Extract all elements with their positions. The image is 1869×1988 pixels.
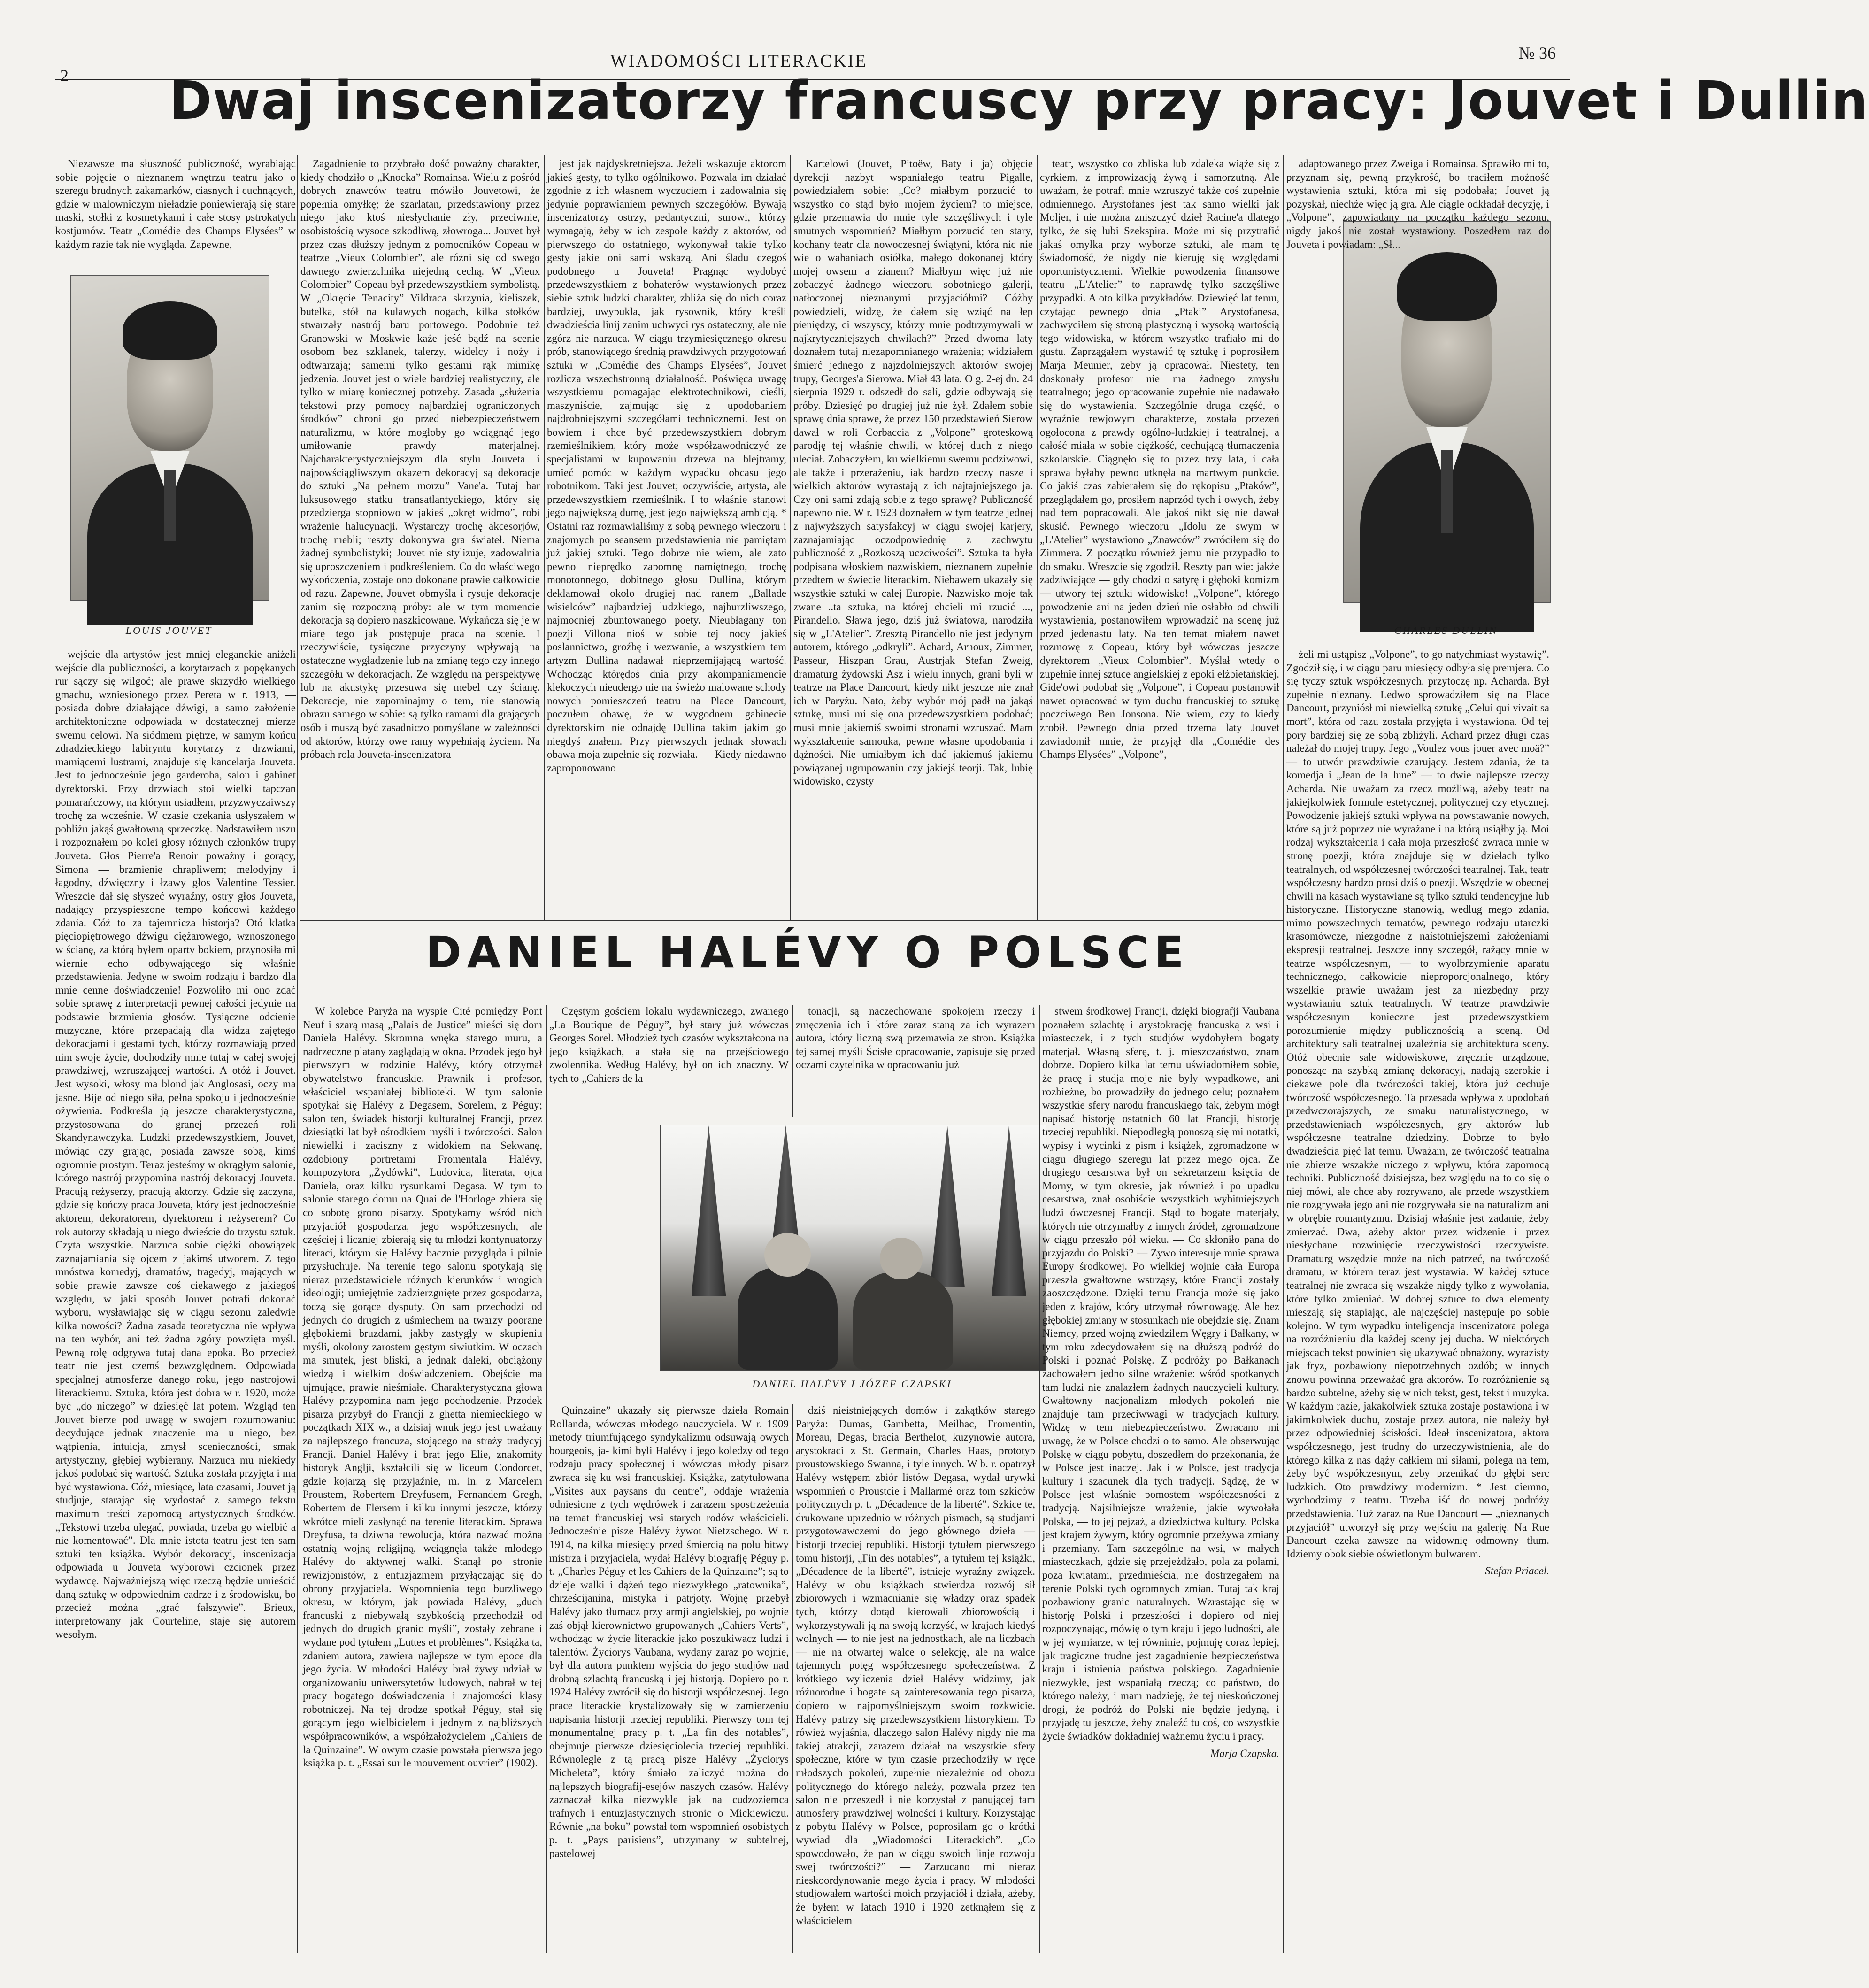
article2-column-2 [549,1404,789,1953]
charles-dullin-photo [1343,221,1551,603]
article2-column-1 [303,1005,542,1953]
article2-headline: DANIEL HALÉVY O POLSCE [425,927,1190,978]
article1-signature: Stefan Priacel. [1485,1565,1549,1577]
article1-column-5 [1040,157,1279,918]
article1-headline: Dwaj inscenizatorzy francuscy przy pracy: Jouvet i Dullin [169,70,1869,131]
article1-column-6-top [1286,157,1549,250]
article1-column-2 [300,157,540,918]
article1-column1-opening-line: Niezawsze ma słuszność publiczność, wyrabiając sobie pojęcie o nieznanem wnętrzu teatru jako o szeregu brudnych zakamarków, ciasnych i cuchnących, gdzie w malowniczym nieładzie poniewierają się stare maski, stołki z kosmetykami i całe stosy pstrokatych kostjumów. Teatr „Comédie des Champs Elysées” w każdym razie tak nie wygląda. Zapewne, [55,158,296,250]
louis-jouvet-photo [70,275,269,601]
publication-title: WIADOMOŚCI LITERACKIE [610,51,868,71]
article1-column5-text: teatr, wszystko co zbliska lub zdaleka wiąże się z cyrkiem, z improwizacją żywą i samorzutną. Ale uważam, że potrafi mnie wzruszyć także coś zupełnie odmiennego. Arystofanes jest tak samo wielki jak Moljer, i nie można zniszczyć dzieł Racine'a dlatego tylko, że się lubi Szekspira. Może mi się przytrafić jakaś omyłka przy wyborze sztuki, ale mam tę świadomość, że nigdy nie kieruję się względami oportunistycznemi. Wielkie powodzenia finansowe teatru „L'Atelier” to naprawdę tylko szczęśliwe przypadki. A oto kilka przykładów. Dziewięć lat temu, czytając pewnego dnia „Ptaki” Arystofanesa, zachwyciłem się stroną plastyczną i wysoką wartością tego widowiska, w którem wszystko trafiało mi do gustu. Zaprzągałem wystawić tę sztukę i poprosiłem Marja Meunier, żeby ją opracował. Niestety, ten doskonały profesor nie ma żadnego zmysłu teatralnego; jego opracowanie zupełnie nie nadawało się do wystawienia. Szczególnie druga część, o wyraźnie rewjowym charakterze, została przezeń ogołocona z prawdy ogólno-ludzkiej i teatralnej, a całość miała w sobie ciężkość, cechującą tłumaczenia szkolarskie. Ciągnęło się to przez trzy lata, i cała sprawa byłaby pewno utknęła na martwym punkcie. Co jakiś czas zabierałem się do rękopisu „Ptaków”, przeglądałem go, prosiłem naprzód tych i owych, żeby nad tem popracowali. Ale jakoś nikt się nie dawał skusić. Pewnego wieczoru „Idolu ze swym w „L'Atelier” wystawiono „Znawców” zwróciłem się do Zimmera. Z początku również jemu nie przypadło to do smaku. Wreszcie się zgodził. Reszty pan wie: jakże zadziwiające — gdy chodzi o satyrę i głęboki komizm — utwory tej sztuki widowisko! „Volpone”, którego powodzenie ani na jeden dzień nie osłabło od chwili wystawienia, postanowiłem wprowadzić na scenę już przed jedenastu laty. Na ten temat miałem nawet rozmowę z Copeau, który był wówczas jeszcze dyrektorem „Vieux Colombier”. Myślał wtedy o zupełnie innej sztuce angielskiej z epoki elżbietańskiej. Gide'owi podobał się „Volpone”, i Copeau postanowił nawet opracować w tym duchu francuskiej to sztukę poczciwego Ben Jonsona. Nie wiem, czy to kiedy zrobił. Pewnego dnia przed trzema laty Jouvet zawiadomił mnie, że przyjął dla „Comédie des Champs Elysées” „Volpone”, [1040,158,1279,761]
louis-jouvet-caption: LOUIS JOUVET [125,624,213,636]
article2-column1-text: W kolebce Paryża na wyspie Cité pomiędzy Pont Neuf i szarą masą „Palais de Justice” mieści się dom Daniela Halévy. Skromna wnęka starego muru, a nadrzeczne platany zaglądają w okna. Przodek jego był pierwszym w rodzinie Halévy, który otrzymał obywatelstwo francuskie. Prawnik i profesor, właściciel wspaniałej biblioteki. W tym salonie spotykał się Halévy z Degasem, Sorelem, z Péguy; salon ten, świadek historji kulturalnej Francji, przez dziesiątki lat był ośrodkiem myśli i twórczości. Salon niewielki i zaciszny z widokiem na Sekwanę, ozdobiony portretami Fromentala Halévy, kompozytora „Żydówki”, Ludovica, literata, ojca Daniela, oraz kilku rysunkami Degasa. W tym to salonie starego domu na Quai de l'Horloge zbiera się co sobotę grono pisarzy. Spotykamy wśród nich przyjaciół gospodarza, jego współczesnych, ale częściej i liczniej zbierają się tu młodzi kontynuatorzy literaci, którym się Halévy bacznie przygląda i pilnie przysłuchuje. Na terenie tego salonu spotykają się nieraz przedstawiciele różnych kierunków i wrogich ideologji; umiejętnie zadzierzgnięte przez gospodarza, toczą się gorące dysputy. On sam przechodzi od jednych do drugich z uśmiechem na twarzy poorane głębokiemi bruzdami, jakby zastygły w skupieniu myśli, okolony zarostem gęstym siwiutkim. W oczach ma smutek, jest bliski, a jednak daleki, obciążony wiedzą i wielkim doświadczeniem. Obejście ma ujmujące, prawie nieśmiałe. Charakterystyczna głowa Halévy przypomina nam jego pochodzenie. Przodek pisarza przybył do Francji z ghetta niemieckiego w początkach XIX w., a dzisiaj wnuk jego jest uważany za najlepszego francuza, stojącego na straży tradycyj Francji. Daniel Halévy i brat jego Elie, znakomity historyk Anglji, kształcili się w liceum Condorcet, gdzie kojarzą się przyjaźnie, m. in. z Marcelem Proustem, Robertem Dreyfusem, Fernandem Gregh, Robertem de Flersem i kilku innymi jeszcze, którzy wkrótce mieli zasłynąć na terenie literackim. Sprawa Dreyfusa, ta dziwna rewolucja, która nazwać można ostatnią wojną religijną, wciągnęła także młodego Halévy do aktywnej walki. Stanął po stronie rewizjonistów, z entuzjazmem przyłączając się do obrony przyjaciela. Wspomnienia tego burzliwego okresu, w którym, jak powiada Halévy, „duch francuski z niebywałą szybkością przechodził od jednych do drugich granic myśli”, zostały zebrane i wydane pod tytułem „Luttes et problèmes”. Książka ta, zdaniem autora, zawiera najlepsze w tym epoce dla jego życia. W młodości Halévy brał żywy udział w organizowaniu uniwersytetów ludowych, nabrał w tej pracy bogatego doświadczenia i znajomości klasy robotniczej. Na tej drodze spotkał Péguy, stał się gorącym jego wielbicielem i jednym z najbliższych współpracowników, a współzałożycielem „Cahiers de la Quinzaine”. W owym czasie powstała pierwsza jego książka p. t. „Essai sur le mouvement ouvrier” (1902). [303,1005,542,1769]
article1-column-6 [1286,648,1549,1949]
charles-dullin-caption: CHARLES DULLIN [1394,624,1498,636]
article2-column4-text: stwem środkowej Francji, dzięki biografji Vaubana poznałem szlachtę i arystokrację francuską z wsi i miasteczek, i z tych studjów wydobyłem bogaty materjał. Własną sferę, t. j. mieszczaństwo, znam dobrze. Dopiero kilka lat temu uświadomiłem sobie, że pracę i studja moje nie były wypadkowe, ani rozbieżne, bo prowadziły do jednego celu; poznałem wszystkie sfery narodu francuskiego tak, żebym mógł napisać historję ostatnich 60 lat Francji, historję trzeciej republiki. Niepodległą ponoszą się mi notatki, wypisy i wycinki z pism i książek, zgromadzone w ciągu długiego szeregu lat przez mego ojca. Ze drugiego cesarstwa był on sekretarzem księcia de Morny, w tym okresie, jak również i po upadku cesarstwa, znał osobiście wszystkich wybitniejszych ludzi ówczesnej Francji. Stąd to bogate materjały, których nie otrzymałby z innych źródeł, zgromadzone w ciągu przeszło pół wieku. — Co skłoniło pana do przyjazdu do Polski? — Żywo interesuje mnie sprawa Europy środkowej. Po wielkiej wojnie cała Europa przeszła gwałtowne wstrząsy, które Francji zostały zaoszczędzone. Dzięki temu Francja może się jako jeden z krajów, który utrzymał równowagę. Ale bez głębokiej zmiany w stosunkach nie obejdzie się. Znam Niemcy, przed wojną zwiedziłem Węgry i Bałkany, w tym roku zdecydowałem się na dłuższą podróż do Polski i poznać Polskę. Z podróży po Bałkanach zachowałem jedno silne wrażenie: wśród spotkanych tam ludzi nie znalazłem żadnych nauczycieli kultury. Gwałtowny nacjonalizm młodych pokoleń nie znajduje tam przeciwwagi w tradycjach kultury. Widzę w tem niebezpieczeństwo. Zwracano mi uwagę, że w Polsce chodzi o to samo. Ale obserwując Polskę w ciągu pobytu, doszedłem do przekonania, że w Polsce jest inaczej. Jak i w Polsce, jest tradycja kultury i szacunek dla tych tradycji. Sądzę, że w Polsce jest właśnie pomostem współczesności z tradycją. Najsilniejsze wrażenie, jakie wywołała Polska, — to jej pejzaż, a dziedzictwa kultury. Polska jest krajem żywym, który ogromnie przeżywa zmiany i przemiany. Tam szczególnie na wsi, w małych miasteczkach, gdzie się przejeżdżało, pola za polami, poza kwiatami, przedmieścia, nie dostrzegałem na terenie Polski tych ogromnych zmian. Tutaj tak kraj pozbawiony granic naturalnych. Wzrastając się w historję Polski i przeszłości i dopiero od niej rozpoczynając, mówię o tym kraju i jego ludności, ale w jej wymiarze, w tej równinie, pojmuję coraz lepiej, jak tragiczne trudne jest zagadnienie bezpieczeństwa kraju i istnienia państwa polskiego. Zagadnienie niezwykłe, jest wspaniałą rzeczą; co państwo, do którego należy, i mam nadzieję, że tej nieskończonej drogi, że podróż do Polski nie będzie jedyną, i przyjadę tu jeszcze, żeby znaleźć tu coś, co wszystkie życie świadków dokładniej ważnemu życiu i pracy. [1042,1005,1279,1742]
article1-column-3 [547,157,786,918]
divider [792,1404,793,1953]
article1-column6-text: żeli mi ustąpisz „Volpone”, to go natychmiast wystawię”. Zgodził się, i w ciągu paru miesięcy odbyła się premjera. Co się tyczy sztuk współczesnych, przytoczę np. Acharda. Był zupełnie nieznany. Ledwo sprowadziłem się na Place Dancourt, przyniósł mi niewielką sztukę „Celui qui vivait sa mort”, która od razu została przyjęta i wystawiona. Od tej pory bardziej się ze sobą zbliżyli. Achard przez długi czas należał do mojej trupy. Jego „Voulez vous jouer avec moä?” — to utwór prawdziwie czarujący. Jestem zdania, że ta komedja i „Jean de la lune” — to dwie najlepsze rzeczy Acharda. Nie uważam za rzecz możliwą, ażeby teatr na jakiejkolwiek formule estetycznej, politycznej czy etycznej. Powodzenie jakiejś sztuki wpływa na powstawanie nowych, które są już poprzez nie wyrażane i na którą usiąłby ją. Moi rodzaj wykształcenia i cała moja przeszłość zwraca mnie w stronę poezji, która znajduje się w dziełach tylko teatralnych, od współczesnej twórczości teatralnej. Tak, teatr współczesny bardzo prosi dziś o poezji. Wszędzie w obecnej chwili na kasach wystawiane są tylko sztuki tendencyjne lub historyczne. Historyczne stanowią, według mego zdania, mimo powszechnych tematów, pewnego rodzaju utarczki krasomówcze, niezgodne z naistotniejszemi założeniami ekspresji teatralnej. Jeszcze inny szczegół, rażący mnie w teatrze współczesnym, — to wyolbrzymienie aparatu technicznego, całkowicie nieproporcjonalnego, który wszelkie prawie uważam jest za niezbędny przy wystawianiu sztuk teatralnych. W teatrze prawdziwie współczesnym konieczne jest przedewszystkiem porozumienie między publicznością a sceną. Od architektury sali teatralnej uzależnia się architektura sceny. Otóż obecnie sale widowiskowe, zręcznie urządzone, ponosząc na szybką zmianę dekoracyj, nadają szerokie i ciekawe pole dla twórczości takiej, która już cechuje twórczość współczesnego. Ta przesada wpływa z upodobań przedwczorajszych, ze smaku naturalistycznego, w przedstawieniach współczesnych, gry aktorów lub współczesne teatralne dziedziny. Dobrze to było dwadzieścia pięć lat temu. Uważam, że twórczość teatralna nie zbierze wszakże niczego z wpływu, która zapomocą techniki. Publiczność dzisiejsza, bez względu na to co się o niej mówi, ale chce aby rozrywano, ale przede wszystkiem nie rozgrywała jego ani nie rozgrywała się na naturalizm ani w obrębie romantyzmu. Dzisiaj właśnie jest zadanie, żeby zmierzać. Dwa, ażeby aktor przez widzenie i przez niesłychane rozwinięcie rzeczywistości rzeczywiste. Dramaturg wszędzie może na nich patrzeć, na twórczość dramatu, w którem teraz jest wystawia. W każdej sztuce teatralnej nie zwraca się wszakże nigdy tylko z wywołania, które tylko zmieniać. W dobrej sztuce to dwa elementy mieszają się stapiając, ale najczęściej następuje po sobie kolejno. W tym wypadku inteligencja inscenizatora polega na rozróżnieniu dla każdej sceny jej ducha. W niektórych miejscach tekst powinien się ukazywać obnażony, wyrazisty jak fryz, pozbawiony niepotrzebnych ozdób; w innych znowu powinna przeważać gra aktorów. To rozróżnienie są bardzo subtelne, ażeby się w nich tekst, gest, tekst i muzyka. W każdym razie, jakakolwiek sztuka zostaje postawiona i w jakimkolwiek duchu, zostaje przez autora, nie należy był przez odpowiedniej ścisłości. Ideał inscenizatora, aktora współczesnego, jest trudny do urzeczywistnienia, ale do którego kilka z nas dąży całkiem mi siłami, polega na tem, żeby być współczesnym, zeby przenikać do głębi serc ludzkich. Oto prawdziwy modernizm. * Jest ciemno, wychodzimy z teatru. Trzeba iść do nowej podróży przedstawienia. Tuż zaraz na Rue Dancourt — „nieznanych przyjaciół” utworzył się przy wejściu na galerję. Na Rue Dancourt czeka zawsze na widownię odmowny tłum. Idziemy obok siebie oświetlonym bulwarem. [1286,648,1549,1560]
article2-column-3 [796,1404,1035,1953]
article2-column3-top-text: tonacji, są naczechowane spokojem rzeczy i zmęczenia ich i które zaraz staną za ich wyrazem autora, który liczną swą przemawia ze stron. Książka tej samej myśli Ścisłe opracowanie, zapisuje się przed oczami czytelnika w opracowaniu już [796,1005,1035,1071]
divider [546,1005,547,1953]
article1-column6-top-text: adaptowanego przez Zweiga i Romainsa. Sprawiło mi to, przyznam się, pewną przykrość, bo traciłem możność wystawienia sztuki, która mi się podobała; Jouvet ją pozyskał, niechże więc ją gra. Ale ciągle odkładał decyzję, i „Volpone”, zapowiadany na początku każdego sezonu, nigdy jakoś nie został wystawiony. Poszedłem raz do Jouveta i powiadam: „Sł... [1286,158,1549,250]
article1-column1-lower-text: wejście dla artystów jest mniej eleganckie aniżeli wejście dla publiczności, a korytarzach z popękanych rur sączy się wilgoć; ale prawe skrzydło wielkiego gmachu, wzniesionego przez Pereta w r. 1913, — posiada dobre działające dźwigi, a samo założenie architektoniczne odpowiada w dostatecznej mierze swemu celowi. Na siódmem piętrze, w samym końcu zdradzieckiego labiryntu korytarzy z drzwiami, mamiącemi lustrami, znajduje się kancelarja Jouveta. Jest to jednocześnie jego garderoba, salon i gabinet dyrektorski. Przy drzwiach stoi wielki tapczan pomarańczowy, na którym usiadłem, przyzwyczaiwszy trochę za wcześnie. W czasie czekania usłyszałem w pobliżu jakąś gwałtowną sprzeczkę. Nadstawiłem uszu i rozpoznałem po kolei głosy różnych członków trupy Jouveta. Głos Pierre'a Renoir poważny i gorący, Simona — brzmienie chrapliwem; melodyjny i łagodny, dźwięczny i łzawy głos Valentine Tessier. Wreszcie dał się słyszeć wyraźny, ostry głos Jouveta, nadający przyspieszone tempo końcowi każdego zdania. Cóż to za tajemnicza historja? Otó klatka pięciopiętrowego dźwigu ciężarowego, wznoszonego w ścianę, za którą byłem oparty bokiem, przynosiła mi wiernie echo odbywającego się właśnie przedstawienia. Jedyne w swoim rodzaju i bardzo dla mnie cenne doświadczenie! Pozwoliło mi ono zdać sobie sprawę z interpretacji pewnej całości jedynie na podstawie brzmienia głosów. Tysiączne odcienie muzyczne, które przepadają dla widza zajętego dekoracjami i gestami tych, którzy rozmawiają przed nim swoje życie, dochodziły mnie tutaj w całej swojej prawdziwej, wzruszającej wartości. A otóż i Jouvet. Jest wysoki, włosy ma blond jak Anglosasi, oczy ma jasne. Bije od niego siła, pełna spokoju i jednocześnie ożywienia. Podkreśla ją jeszcze charakterystyczna, przystosowana do granej przezeń roli Skandynawczyka. Ludzki przedewszystkiem, Jouvet, mówiąc czy grając, posiada zawsze sobą, kimś ogromnie prostym. Teraz jesteśmy w okrągłym salonie, którego nastrój przypomina nastrój dekoracyj Jouveta. Pracują reżyserzy, pracują aktorzy. Gdzie się zaczyna, gdzie się kończy praca Jouveta, który jest jednocześnie aktorem, dekoratorem, dyrektorem i reżyserem? Co rok autorzy składają u niego dwieście do trzystu sztuk. Czyta wszystkie. Narzuca sobie ciężki obowiązek zaznajamiania się ojcem z jakimś utworem. Z tego mnóstwa komedyj, dramatów, tragedyj, mających w sobie prawie zawsze coś ciekawego z jakiegoś względu, w jaki sposób Jouvet potrafi dokonać wyboru, wysławiając się w ciągu sezonu zaledwie kilka nowości? Żadna zasada teoretyczna nie wpływa na ten wybór, ani też żadna zgóry powzięta myśl. Pewną rolę odgrywa tutaj dana epoka. Bo przecież teatr nie jest czemś bezwzględnem. Odpowiada specjalnej atmosferze danego roku, jego nastrojowi literackiemu. Sztuka, która jest dobra w r. 1920, może być „do niczego” w dziesięć lat potem. Wzgląd ten Jouvet bierze pod uwagę w swojem rozumowaniu: decydujące jednak znaczenie ma u niego, bez wątpienia, intuicja, zmysł scenieczności, smak artystyczny, głębiej wybierany. Narzuca mu niekiedy jakoś podobać się wartość. Sztuka została przyjęta i ma być wystawiona. Cóż, miesiące, lata czasami, Jouvet ją studjuje, starając się wydostać z samego tekstu maximum treści zapomocą artystycznych środków. „Tekstowi trzeba ulegać, powiada, trzeba go wielbić a nie komentować”. Dla mnie istota teatru jest ten sam sztuki ten książka. Wybór dekoracyj, inscenizacja odpowiada u Jouveta wyborowi czcionek przez wydawcę. Najważniejszą więc rzeczą będzie umieścić daną sztukę w odpowiednim cadrze i z środowisku, bo przecież można „grać fałszywie”. Brieux, interpretowany jak Courteline, staje się autorem wesołym. [55,648,296,1641]
halevy-czapski-photo [660,1125,1046,1371]
article2-column-3-top [796,1005,1035,1117]
article2-column-4 [1042,1005,1279,1953]
article1-column1-opening-paragraph [55,157,296,270]
article1-column4-text: Kartelowi (Jouvet, Pitoëw, Baty i ja) objęcie dyrekcji nazbyt wspaniałego teatru Pigalle, powiedziałem sobie: „Co? miałbym porzucić to wszystko co stąd było mojem życiem? to miejsce, gdzie przemawia do mnie tyle szczęśliwych i tyle smutnych wspomnień? Miałbym porzucić ten stary, kochany teatr dla nowoczesnej świątyni, która nic nie wie o wahaniach osiółka, małego dokonanej który mojej owsem a zianem? Miałbym więc już nie zobaczyć żadnego wieczoru sobotniego galerji, natłoczonej nieznanymi przyjaciółmi? Cóżby powiedzieli, widzę, że dałem się wziąć na łep pieniędzy, ci wszyscy, którzy mnie podtrzymywali w najkrytyczniejszych chwilach?” Przed dwoma laty doznałem tutaj niezapomnianego wrażenia; widziałem śmierć jednego z najzdolniejszych aktorów swojej trupy, Georges'a Sierowa. Miał 43 lata. O g. 2-ej dn. 24 sierpnia 1929 r. odszedł do sali, gdzie odbywają się próby. Dziesięć po drugiej już nie żył. Zdałem sobie sprawę dnia sprawę, że przez 150 przedstawień Sierow dawał w roli Corbaccia z „Volpone” groteskową parodję tej właśnie chwili, w której duch z niego uleciał. Zobaczyłem, ku wielkiemu swemu podziwowi, ale także i przerażeniu, iak bardzo rzeczy nasze i wielkich aktorów wyrastają z ich najtajniejszego ja. Czy oni sami zdają sobie z tego sprawę? Publiczność napewno nie. W r. 1923 doznałem w tym teatrze jednej z najwyższych satysfakcyj w ciągu swojej karjery, zaznajamiając oczodpowiednię z zachwytu publiczność z „Rozkoszą uczciwości”. Sztuka ta była podpisana włoskiem nazwiskiem, nieznanem zupełnie przedtem w świecie literackim. Niebawem ukazały się wszystkie sztuki w całej Europie. Nazwisko moje tak zwane ..ta sztuka, na której chcieli mi rzucić ..., Pirandello. Sława jego, dziś już światowa, narodziła się w „L'Atelier”. Zresztą Pirandello nie jest jedynym autorem, którego „odkryli”. Achard, Arnoux, Zimmer, Passeur, Hiszpan Grau, Austrjak Stefan Zweig, dramaturg żydowski Asz i wielu innych, grani byli w teatrze na Place Dancourt, kiedy nikt jeszcze nie znał ich w Paryżu. Nato, żeby wybór mój padł na jakąś sztukę, musi mi się ona przedewszystkiem podobać; musi mnie jakiemiś swoimi stronami wzruszać. Mam wykształcenie samouka, pewne własne upodobania i dążności. Nie umiałbym ich dać jakiemuś jakiemu powiązanej ugrupowaniu czy jakiejś teorji. Tak, lubię widowisko, czysty [793,158,1033,787]
halevy-czapski-caption: DANIEL HALÉVY I JÓZEF CZAPSKI [752,1378,952,1390]
article2-column2-text: Quinzaine” ukazały się pierwsze dzieła Romain Rollanda, wówczas młodego nauczyciela. W r. 1909 metody triumfującego syndykalizmu odsuwają owych bourgeois, ja- kimi byli Halévy i jego koledzy od tego rodzaju pracy społecznej i wówczas młody pisarz zwraca się ku wsi francuskiej. Książka, zatytułowana „Visites aux paysans du centre”, oddaje wrażenia odniesione z tych wędrówek i zarazem spostrzeżenia na temat francuskiej wsi starych rodów właścicieli. Jednocześnie pisze Halévy żywot Nietzschego. W r. 1914, na kilka miesięcy przed śmiercią na polu bitwy mistrza i przyjaciela, wydał Halévy biografję Péguy p. t. „Charles Péguy et les Cahiers de la Quinzaine”; są to dzieje walki i dążeń tego niezwykłego „ratownika”, chrześcijanina, mistyka i patrjoty. Wojnę przebył Halévy jako tłumacz przy armji angielskiej, po wojnie zaś objął kierownictwo grupowanych „Cahiers Verts”, wchodząc w życie literackie jako poszukiwacz ludzi i talentów. Życiorys Vaubana, wydany zaraz po wojnie, był dla autora punktem wyjścia do jego studjów nad drobną szlachtą francuską i jej historją. Dopiero po r. 1924 Halévy zwrócił się do historji współczesnej. Jego prace literackie krystalizowały się w zamierzeniu napisania historji trzeciej republiki. Pierwszy tom tej monumentalnej pracy p. t. „La fin des notables”, obejmuje pierwsze dziesięciolecia trzeciej republiki. Równolegle z tą pracą pisze Halévy „Życiorys Micheleta”, który śmiało zaliczyć można do najlepszych biografij-esejów naszych czasów. Halévy zaznaczał kilka niezwykle jak na cudzoziemca trafnych i entuzjastycznych stronic o Mickiewiczu. Równie „na boku” powstał tom wspomnień osobistych p. t. „Pays parisiens”, utrzymany w subtelnej, pastelowej [549,1404,789,1859]
divider [297,920,298,1953]
article1-column1-body [55,648,296,1967]
divider [1283,155,1284,1953]
article-separator [300,920,1283,921]
article2-signature: Marja Czapska. [1210,1747,1279,1759]
divider [544,155,545,920]
article1-column2-text: Zagadnienie to przybrało dość poważny charakter, kiedy chodziło o „Knocka” Romainsa. Wielu z pośród dobrych znawców teatru mówiło Jouvetowi, że popełnia omyłkę; że szarlatan, przedstawiony przez niego jako ktoś niesłychanie zły, przeciwnie, osobistością wysoce szkodliwą, złowroga... Jouvet był przez czas dłuższy jednym z pomocników Copeau w teatrze „Vieux Colombier”, ale różni się od swego dawnego zwierzchnika niejedną cechą. W „Vieux Colombier” Copeau był przedewszystkiem symbolistą. W „Okręcie Tenacity” Vildraca skrzynia, kieliszek, butelka, stół na kulawych nogach, kilka stołków stwarzały nastrój baru portowego. Podobnie też Granowski w Moskwie każe jeść bądź na scenie osobom bez szklanek, talerzy, widelcy i noży i odtwarzają; samemi tylko gestami rąk mimikę jedzenia. Jouvet jest o wiele bardziej realistyczny, ale tylko w miarę koniecznej potrzeby. Zasada „służenia tekstowi przy pomocy najbardziej ograniczonych środków” chroni go przed niebezpieczeństwem naturalizmu, w które mogłoby go wciągnąć jego umiłowanie prawdy materjalnej. Najcharakterystyczniejszym dla stylu Jouveta i najpowściągliwszym okazem dekoracyj są dekoracje do sztuki „Na pełnem morzu” Vane'a. Tutaj bar luksusowego statku transatlantyckiego, który się przedzierga stopniowo w jakieś „okręt widmo”, robi wrażenie halucynacji. Wystarczy trochę akcesorjów, trochę mebli; reszty dokonywa gra świateł. Niema żadnej symbolistyki; Jouvet nie stylizuje, zadowalnia się uproszczeniem i podkreśleniem. Co do właściwego wykończenia, zostaje ono dokonane prawie całkowicie od razu. Zapewne, Jouvet obmyśla i rysuje dekoracje zanim się rozpoczną próby: ale w tym momencie dekoracja są dopiero naszkicowane. Wykańcza się je w miarę tego jak postępuje praca na scenie. I rzeczywiście, tysiączne przyczyny wpływają na ostateczne wygładzenie lub na zmianę tego czy innego szczegółu w dekoracjach. Ze względu na perspektywę lub na akustykę przesuwa się mebel czy ścianę. Dekoracje, nie zapominajmy o tem, nie stanowią obrazu samego w sobie: są tylko ramami dla grających osób i muszą być zasadniczo pomyślane w zależności od aktorów, którzy owe ramy wypełniają życiem. Na próbach rola Jouveta-inscenizatora [300,158,540,761]
divider [297,155,298,920]
divider [1039,1005,1040,1953]
article1-column-4 [793,157,1033,918]
page-number: 2 [60,66,69,85]
divider [1037,155,1038,920]
article1-column3-text: jest jak najdyskretniejsza. Jeżeli wskazuje aktorom jakieś gesty, to tylko ogólnikowo. Pozwala im działać zgodnie z ich własnem wyczuciem i zadowalnia się jedynie poprawianiem pewnych szczegółów. Bywają inscenizatorzy ostrzy, pedantyczni, surowi, którzy wymagają, żeby w ich zespole każdy z aktorów, od pierwszego do ostatniego, wykonywał takie tylko gesty jakie oni sami wskazą. Ani śladu czegoś podobnego u Jouveta! Pragnąc wydobyć przedewszystkiem z bohaterów wystawionych przez siebie sztuk ludzki charakter, zbliża się do nich coraz bardziej, uwypukla, jak rysownik, który kreśli dwadzieścia linij zanim uchwyci rys ostateczny, ale nie zgórz nie narzuca. W ciągu trzymiesięcznego okresu prób, stanowiącego średnią prawdziwych przygotowań sztuki w „Comédie des Champs Elysées”, Jouvet rozlicza wszechstronną działalność. Poświęca uwagę wszystkiemu pomagając elektrotechnikowi, cieśli, maszyniście, zajmując się z upodobaniem najdrobniejszymi szczegółami technicznemi. Jest on bowiem i chce być przedewszystkiem dobrym rzemieślnikiem, który może współzawodniczyć ze specjalistami w kupowaniu drzewa na blejtramy, umieć pomóc w każdym wypadku obcasu jego robotnikom. Taki jest Jouvet; oczywiście, artysta, ale przedewszystkiem rzemieślnik. I to właśnie stanowi jego największą dumę, jest jego największą ambicją. * Ostatni raz rozmawialiśmy z sobą pewnego wieczoru i znajomych po seansem przedstawienia nie pamiętam już jakiej sztuki. Tego dobrze nie wiem, ale zato pewno nieprędko zapomnę namiętnego, trochę monotonnego, dobitnego głosu Dullina, którym deklamował około drugiej nad ranem „Ballade wisielców” najbardziej ludzkiego, najburzliwszego, najmocniej zbuntowanego poety. Nieubłagany ton poezji Villona nioś w sobie tej nocy jakieś poslannictwo, groźbę i wezwanie, a wszystkiem tem artyzm Dullina nadawał nieprzemijającą wartość. Wchodząc którędoś dnia przy akompaniamencie klekoczych nieudergo nie na świeżo malowane schody nowych pomieszczeń teatru na Place Dancourt, poczułem obawę, że w wygodnem gabinecie dyrektorskim nie odnajdę Dullina takim jakim go niegdyś znałem. Przy pierwszych jednak słowach obawa moja zupełnie się rozwiała. — Kiedy niedawno zaproponowano [547,158,786,774]
article2-column3-text: dziś nieistniejących domów i zakątków starego Paryża: Dumas, Gambetta, Meilhac, Fromentin, Moreau, Degas, bracia Berthelot, kuzynowie autora, arystokraci z St. Germain, Charles Haas, prototyp proustowskiego Swanna, i tyle innych. W b. r. opatrzył Halévy wstępem zbiór listów Degasa, wydał urywki wspomnień o Proustcie i Mallarmé oraz tom szkiców politycznych p. t. „Décadence de la liberté”. Szkice te, drukowane uprzednio w różnych pismach, są studjami przygotowawczemi do jego głównego dzieła — historji trzeciej republiki. Historji tytułem pierwszego tomu historji, „Fin des notables”, a tytułem tej książki, „Décadence de la liberté”, istnieje wyraźny związek. Halévy w obu książkach stwierdza rozwój sił zbiorowych i wzmacnianie się władzy oraz spadek tych, którzy dotąd kierowali zbiorowością i wykorzystywali ją na swoją korzyść, w krajach kiedyś wolnych — to nie jest na jednostkach, ale na liczbach — nie na otwartej walce o selekcję, ale na walce tajemnych potęg współczesnego społeczeństwa. Z krótkiego wyliczenia dzieł Halévy widzimy, jak różnorodne i bogate są zainteresowania tego pisarza, dopiero w najpomyślniejszym swoim rozkwicie. Halévy patrzy się przedewszystkiem historykiem. To rówież wyjaśnia, dlaczego salon Halévy nigdy nie ma takiej atrakcji, zarazem działał na wszystkie sfery społeczne, które w tym czasie przechodziły w ręce młodszych pokoleń, zupełnie niezależnie od obozu politycznego do którego należy, pozwala przez ten salon nie przeszedł i nie korzystał z panującej tam atmosfery prawdziwej wolności i kultury. Korzystając z pobytu Halévy w Polsce, poprosiłam go o krótki wywiad dla „Wiadomości Literackich”. „Co spowodowało, że pan w ciągu swoich linje rozwoju swej twórczości?” — Zarzucano mi nieraz nieskoordynowanie mego życia i pracy. W młodości studjowałem wartości moich przyjaciół i działa, ażeby, że byłem w latach 1910 i 1920 zetknąłem się z właścicielem [796,1404,1035,1926]
divider [790,155,791,920]
issue-number: № 36 [1518,44,1556,62]
divider [792,1005,793,1117]
article2-column-2-top [549,1005,789,1117]
article2-column2-top-text: Częstym gościem lokalu wydawniczego, zwanego „La Boutique de Péguy”, był stary już wówczas Georges Sorel. Młodzież tych czasów wykształcona na jego książkach, a stała się na przejściowego zwolennika. Według Halévy, był on ich znaczny. W tych to „Cahiers de la [549,1005,789,1084]
